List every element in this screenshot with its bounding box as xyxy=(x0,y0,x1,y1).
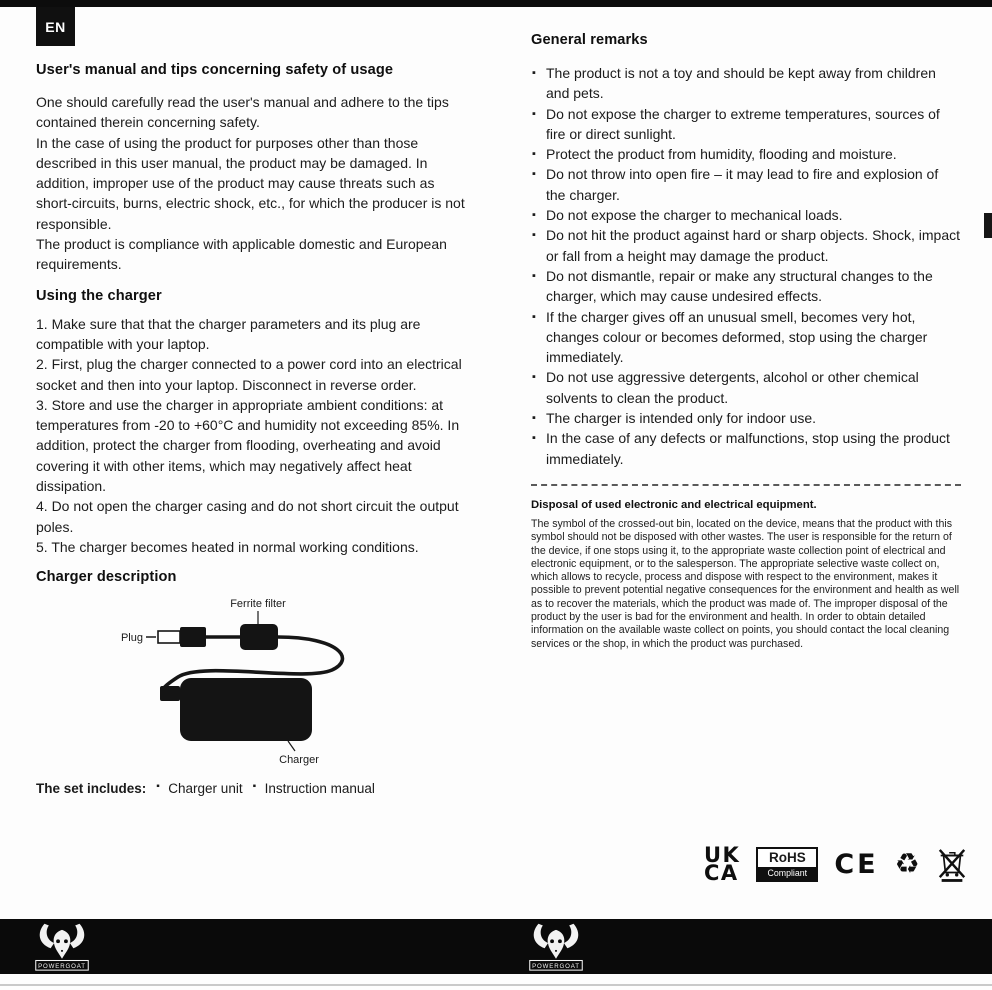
powergoat-logo xyxy=(33,922,91,971)
crossed-out-bin-icon xyxy=(936,845,968,883)
scan-edge-line xyxy=(0,984,992,986)
top-black-strip xyxy=(0,0,992,7)
section-heading-usage: Using the charger xyxy=(36,287,162,304)
step-item: 4. Do not open the charger casing and do not short circuit the output poles. xyxy=(36,498,459,535)
remark-item: ▪ If the charger gives off an unusual smell, becomes very hot, changes colour or becomes deformed, stop using the charger immediately. xyxy=(531,307,961,368)
print-registration-mark xyxy=(984,213,992,238)
remark-item: ▪ Do not expose the charger to mechanical loads. xyxy=(531,205,961,225)
language-badge-label: EN xyxy=(45,18,66,35)
section-heading-description: Charger description xyxy=(36,569,177,586)
disposal-body: The symbol of the crossed-out bin, located on the device, means that the product with this symbol should not be disposed with other wastes. The user is responsible for the return of the device, if one stops using it, to the appropriate waste collection point of electrical and electronic equipment, or to the salesperson. The appropriate selective waste collect on, which allows to recycle, process and dispose with respect to the environment, makes it possible to prevent potential negative consequences for the environment and health as well as to recover the materials, which the product was made of. The improper disposal of the product by the user is bad for the environment and health. In order to obtain detailed information on the available waste collect on points, you should contact the local cleaning services or the shop, in which the product was purchased. xyxy=(531,517,960,650)
ukca-top: UK xyxy=(704,842,741,867)
dashed-separator xyxy=(531,484,961,486)
powergoat-wordmark: POWERGOAT xyxy=(532,962,580,970)
usage-steps xyxy=(36,314,470,558)
remark-item: ▪ Do not throw into open fire – it may lead to fire and explosion of the charger. xyxy=(531,164,961,205)
safety-paragraphs xyxy=(36,92,470,275)
remark-item: ▪ Do not dismantle, repair or make any structural changes to the charger, which may cause undesired effects. xyxy=(531,266,961,307)
ce-mark: CE xyxy=(834,848,879,880)
remark-item: ▪ Do not hit the product against hard or sharp objects. Shock, impact or fall from a height may damage the product. xyxy=(531,225,961,266)
ukca-mark xyxy=(704,842,741,885)
powergoat-logo xyxy=(527,922,585,971)
plug-body-shape xyxy=(180,627,206,647)
ferrite-filter-shape xyxy=(240,624,278,650)
remark-item: ▪ Protect the product from humidity, flooding and moisture. xyxy=(531,144,961,164)
rohs-compliant-label: Compliant xyxy=(758,867,816,880)
remark-item: ▪ The product is not a toy and should be kept away from children and pets. xyxy=(531,63,961,104)
section-heading-safety: User's manual and tips concerning safety of usage xyxy=(36,62,394,78)
dc-connector-shape xyxy=(160,686,180,701)
paragraph: The product is compliance with applicable domestic and European requirements. xyxy=(36,236,447,273)
charger-diagram xyxy=(36,591,470,769)
charger-label: Charger xyxy=(279,754,319,767)
remark-item: ▪ Do not use aggressive detergents, alcohol or other chemical solvents to clean the product. xyxy=(531,367,961,408)
left-column xyxy=(36,62,470,796)
ukca-bottom: CA xyxy=(704,861,739,885)
powergoat-wordmark: POWERGOAT xyxy=(38,962,86,970)
step-item: 2. First, plug the charger connected to a power cord into an electrical socket and then into your laptop. Disconnect in reverse order. xyxy=(36,356,462,393)
language-badge xyxy=(36,7,75,46)
footer-band xyxy=(0,919,992,974)
set-includes-label: The set includes: xyxy=(36,781,147,797)
step-item: 5. The charger becomes heated in normal working conditions. xyxy=(36,538,419,555)
set-item: ▪ Charger unit xyxy=(156,781,242,796)
charger-leader-line xyxy=(288,741,295,751)
step-item: 3. Store and use the charger in appropriate ambient conditions: at temperatures from -20 to +60°C and humidity not exceeding 85%. In addition, protect the charger from flooding, overheating and avoid covering it with other items, which may negatively affect heat dissipation. xyxy=(36,396,460,495)
set-item: ▪ Instruction manual xyxy=(253,781,375,796)
section-heading-remarks: General remarks xyxy=(531,32,648,48)
ferrite-filter-label: Ferrite filter xyxy=(230,598,286,611)
plug-label: Plug xyxy=(120,632,143,645)
set-includes-line xyxy=(36,781,470,796)
right-column xyxy=(531,32,961,651)
charger-body-shape xyxy=(180,678,312,741)
recycle-icon: ♻ xyxy=(894,847,920,880)
disposal-heading: Disposal of used electronic and electrical equipment. xyxy=(531,498,817,511)
step-item: 1. Make sure that that the charger parameters and its plug are compatible with your laptop. xyxy=(36,315,421,352)
remark-item: ▪ Do not expose the charger to extreme temperatures, sources of fire or direct sunlight. xyxy=(531,104,961,145)
compliance-marks xyxy=(704,842,968,885)
charger-diagram-svg xyxy=(36,591,470,769)
paragraph: One should carefully read the user's manual and adhere to the tips contained therein concerning safety. xyxy=(36,94,449,131)
remark-item: ▪ In the case of any defects or malfunctions, stop using the product immediately. xyxy=(531,428,961,469)
plug-barrel-shape xyxy=(158,631,180,643)
rohs-mark xyxy=(756,847,818,882)
remark-item: ▪ The charger is intended only for indoor use. xyxy=(531,408,961,428)
rohs-label: RoHS xyxy=(768,849,806,865)
general-remarks-list xyxy=(531,63,961,469)
paragraph: In the case of using the product for purposes other than those described in this user manual, the product may be damaged. In addition, improper use of the product may cause threats such as short-circuits, burns, electric shock, etc., for which the producer is not responsible. xyxy=(36,134,465,232)
